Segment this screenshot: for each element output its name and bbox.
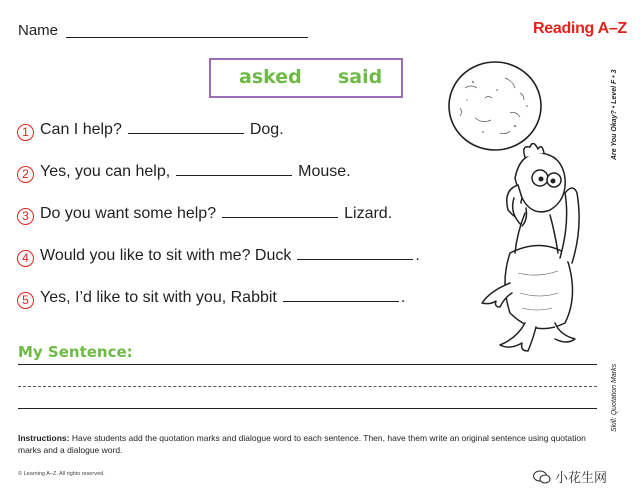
answer-blank[interactable]: [222, 216, 338, 218]
question-number: 3: [17, 208, 34, 225]
question-text-before: Would you like to sit with me? Duck: [40, 247, 292, 264]
wechat-icon: [533, 470, 551, 484]
question-text-after: Dog.: [249, 121, 284, 138]
copyright: © Learning A–Z. All rights reserved.: [18, 471, 105, 477]
question-4: [17, 247, 420, 265]
side-skill-text: Skill: Quotation Marks: [611, 363, 618, 432]
duck-illustration: [470, 143, 600, 358]
writing-line-middle: [18, 386, 597, 387]
answer-blank[interactable]: [176, 174, 292, 176]
question-text-before: Yes, I’d like to sit with you, Rabbit: [40, 289, 277, 306]
question-text-after: Lizard.: [344, 205, 393, 222]
instructions-text: Have students add the quotation marks and dialogue word to each sentence. Then, have them write an original sentence using quotation marks and a dialogue word.: [18, 433, 586, 455]
watermark-text: 小花生网: [555, 470, 608, 485]
question-text-before: Can I help?: [40, 121, 122, 138]
question-text-before: Yes, you can help,: [40, 163, 171, 180]
watermark: [533, 467, 607, 486]
question-2: [17, 163, 351, 181]
answer-blank[interactable]: [297, 258, 413, 260]
name-line: [66, 37, 308, 38]
answer-blank[interactable]: [128, 132, 244, 134]
writing-line-bottom[interactable]: [18, 408, 597, 409]
reading-az-logo: Reading A–Z: [533, 20, 627, 37]
writing-line-top[interactable]: [18, 364, 597, 365]
word-bank-asked: asked: [239, 66, 302, 88]
question-text-after: .: [400, 289, 406, 306]
question-number: 4: [17, 250, 34, 267]
question-5: [17, 289, 405, 307]
question-number: 1: [17, 124, 34, 141]
question-1: [17, 121, 284, 139]
side-title-text: Are You Okay? • Level F • 3: [611, 69, 618, 160]
question-text-before: Do you want some help?: [40, 205, 217, 222]
my-sentence-label: My Sentence:: [18, 343, 133, 361]
instructions-label: Instructions:: [18, 433, 70, 443]
name-label: Name: [18, 22, 59, 39]
word-bank-said: said: [338, 66, 383, 88]
answer-blank[interactable]: [283, 300, 399, 302]
question-number: 2: [17, 166, 34, 183]
question-3: [17, 205, 392, 223]
question-text-after: Mouse.: [298, 163, 351, 180]
moon-illustration: [445, 58, 545, 154]
question-number: 5: [17, 292, 34, 309]
instructions: [18, 432, 593, 456]
question-text-after: .: [415, 247, 420, 264]
